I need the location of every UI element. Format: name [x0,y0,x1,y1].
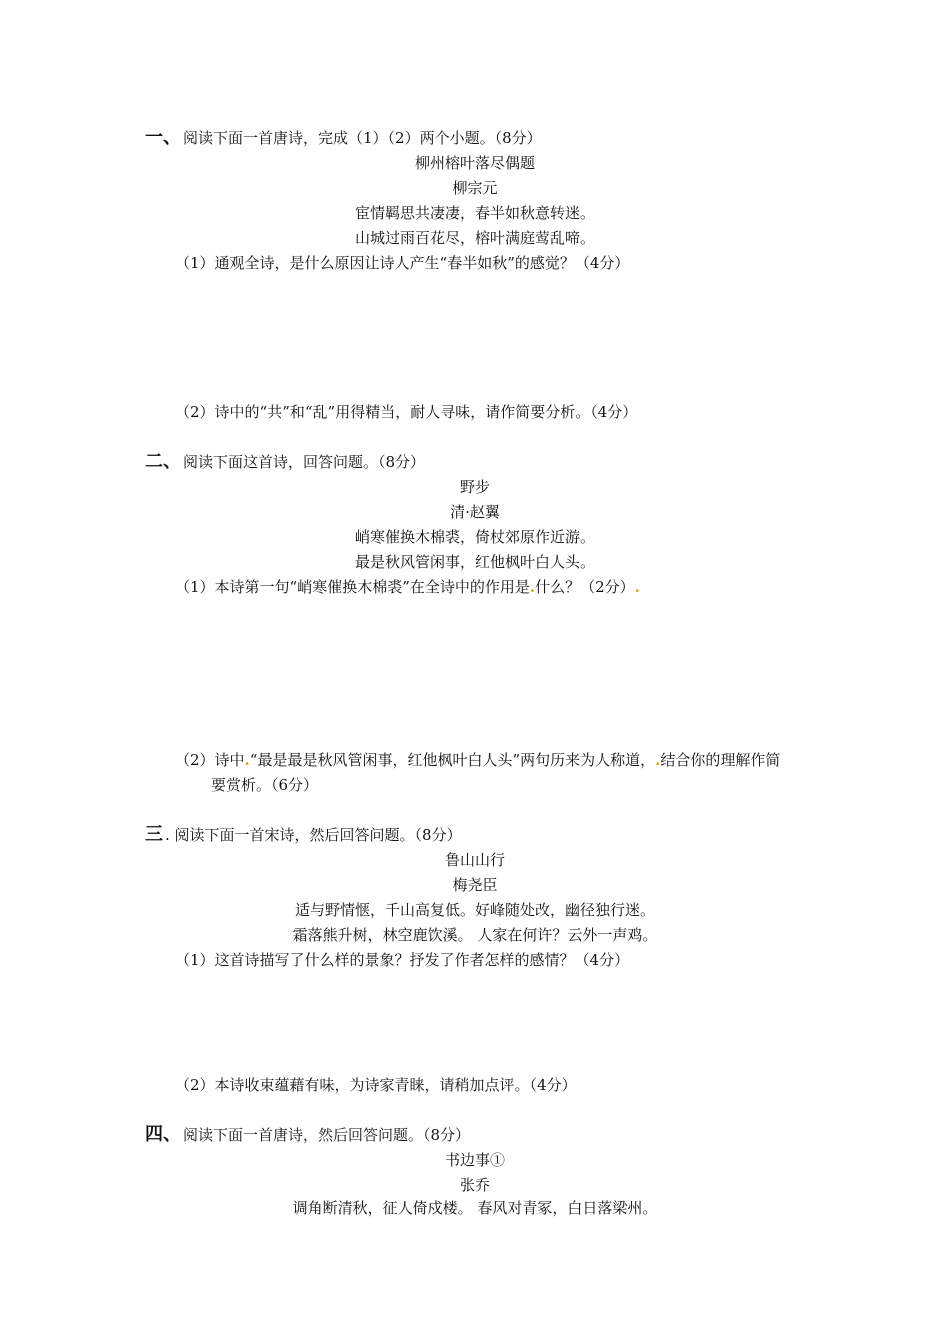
question-text: 什么？（2分） [535,578,635,596]
poem-author: 张乔 [459,1176,490,1194]
poem-title: 柳州榕叶落尽偶题 [414,154,535,172]
poem-author: 梅尧臣 [452,876,498,894]
question-text: （1）本诗第一句“峭寒催换木棉裘”在全诗中的作用是 [175,578,530,596]
section-intro: 阅读下面这首诗，回答问题。（8分） [183,453,426,471]
poem-line: 山城过雨百花尽，榕叶满庭莺乱啼。 [354,229,595,247]
section-intro: . 阅读下面一首宋诗，然后回答问题。（8分） [165,826,462,844]
dot-mark: . [529,578,536,596]
section-number: 三 [145,824,163,845]
section-2-heading [145,452,425,472]
question-2: （2）本诗收束蕴藉有味，为诗家青睐，请稍加点评。（4分） [175,1076,577,1094]
section-number: 一、 [145,127,181,148]
section-1-heading [145,128,542,148]
poem-line: 霜落熊升树，林空鹿饮溪。 人家在何许？云外一声鸡。 [292,926,658,944]
poem-author: 柳宗元 [452,179,498,197]
question-text: “最是最是秋风管闲事，红他枫叶白人头”两句历来为人称道， [249,751,656,769]
dot-mark: . [655,751,661,769]
question-2: （2）诗中的“共”和“乱”用得精当，耐人寻味，请作简要分析。（4分） [175,403,638,421]
poem-line: 适与野情惬，千山高复低。好峰随处改，幽径独行迷。 [294,901,655,919]
poem-title: 书边事① [444,1151,505,1169]
question-2-cont: 要赏析。（6分） [211,776,319,794]
section-4-heading [145,1125,470,1145]
section-intro: 阅读下面一首唐诗，完成（1）（2）两个小题。（8分） [183,129,542,147]
section-number: 二、 [145,451,181,472]
question-1: （1）通观全诗，是什么原因让诗人产生“春半如秋”的感觉？（4分） [175,254,630,272]
dot-mark: . [244,751,250,769]
poem-title: 野步 [459,478,490,496]
question-1 [175,577,640,597]
dot-mark: . [634,578,640,596]
question-2 [175,750,780,770]
poem-line: 最是秋风管闲事，红他枫叶白人头。 [354,553,595,571]
poem-line: 宦情羁思共凄凄，春半如秋意转迷。 [354,204,595,222]
poem-line: 调角断清秋，征人倚戍楼。 春风对青冢，白日落梁州。 [292,1199,658,1217]
question-text: （2）诗中 [175,751,245,769]
section-3-heading [145,825,462,845]
section-number: 四、 [145,1124,181,1145]
question-1: （1）这首诗描写了什么样的景象？抒发了作者怎样的感情？（4分） [175,951,630,969]
poem-title: 鲁山山行 [444,851,505,869]
section-intro: 阅读下面一首唐诗，然后回答问题。（8分） [183,1126,471,1144]
poem-line: 峭寒催换木棉裘，倚杖郊原作近游。 [354,528,595,546]
question-text: 结合你的理解作简 [660,751,781,769]
poem-author: 清·赵翼 [450,503,500,521]
